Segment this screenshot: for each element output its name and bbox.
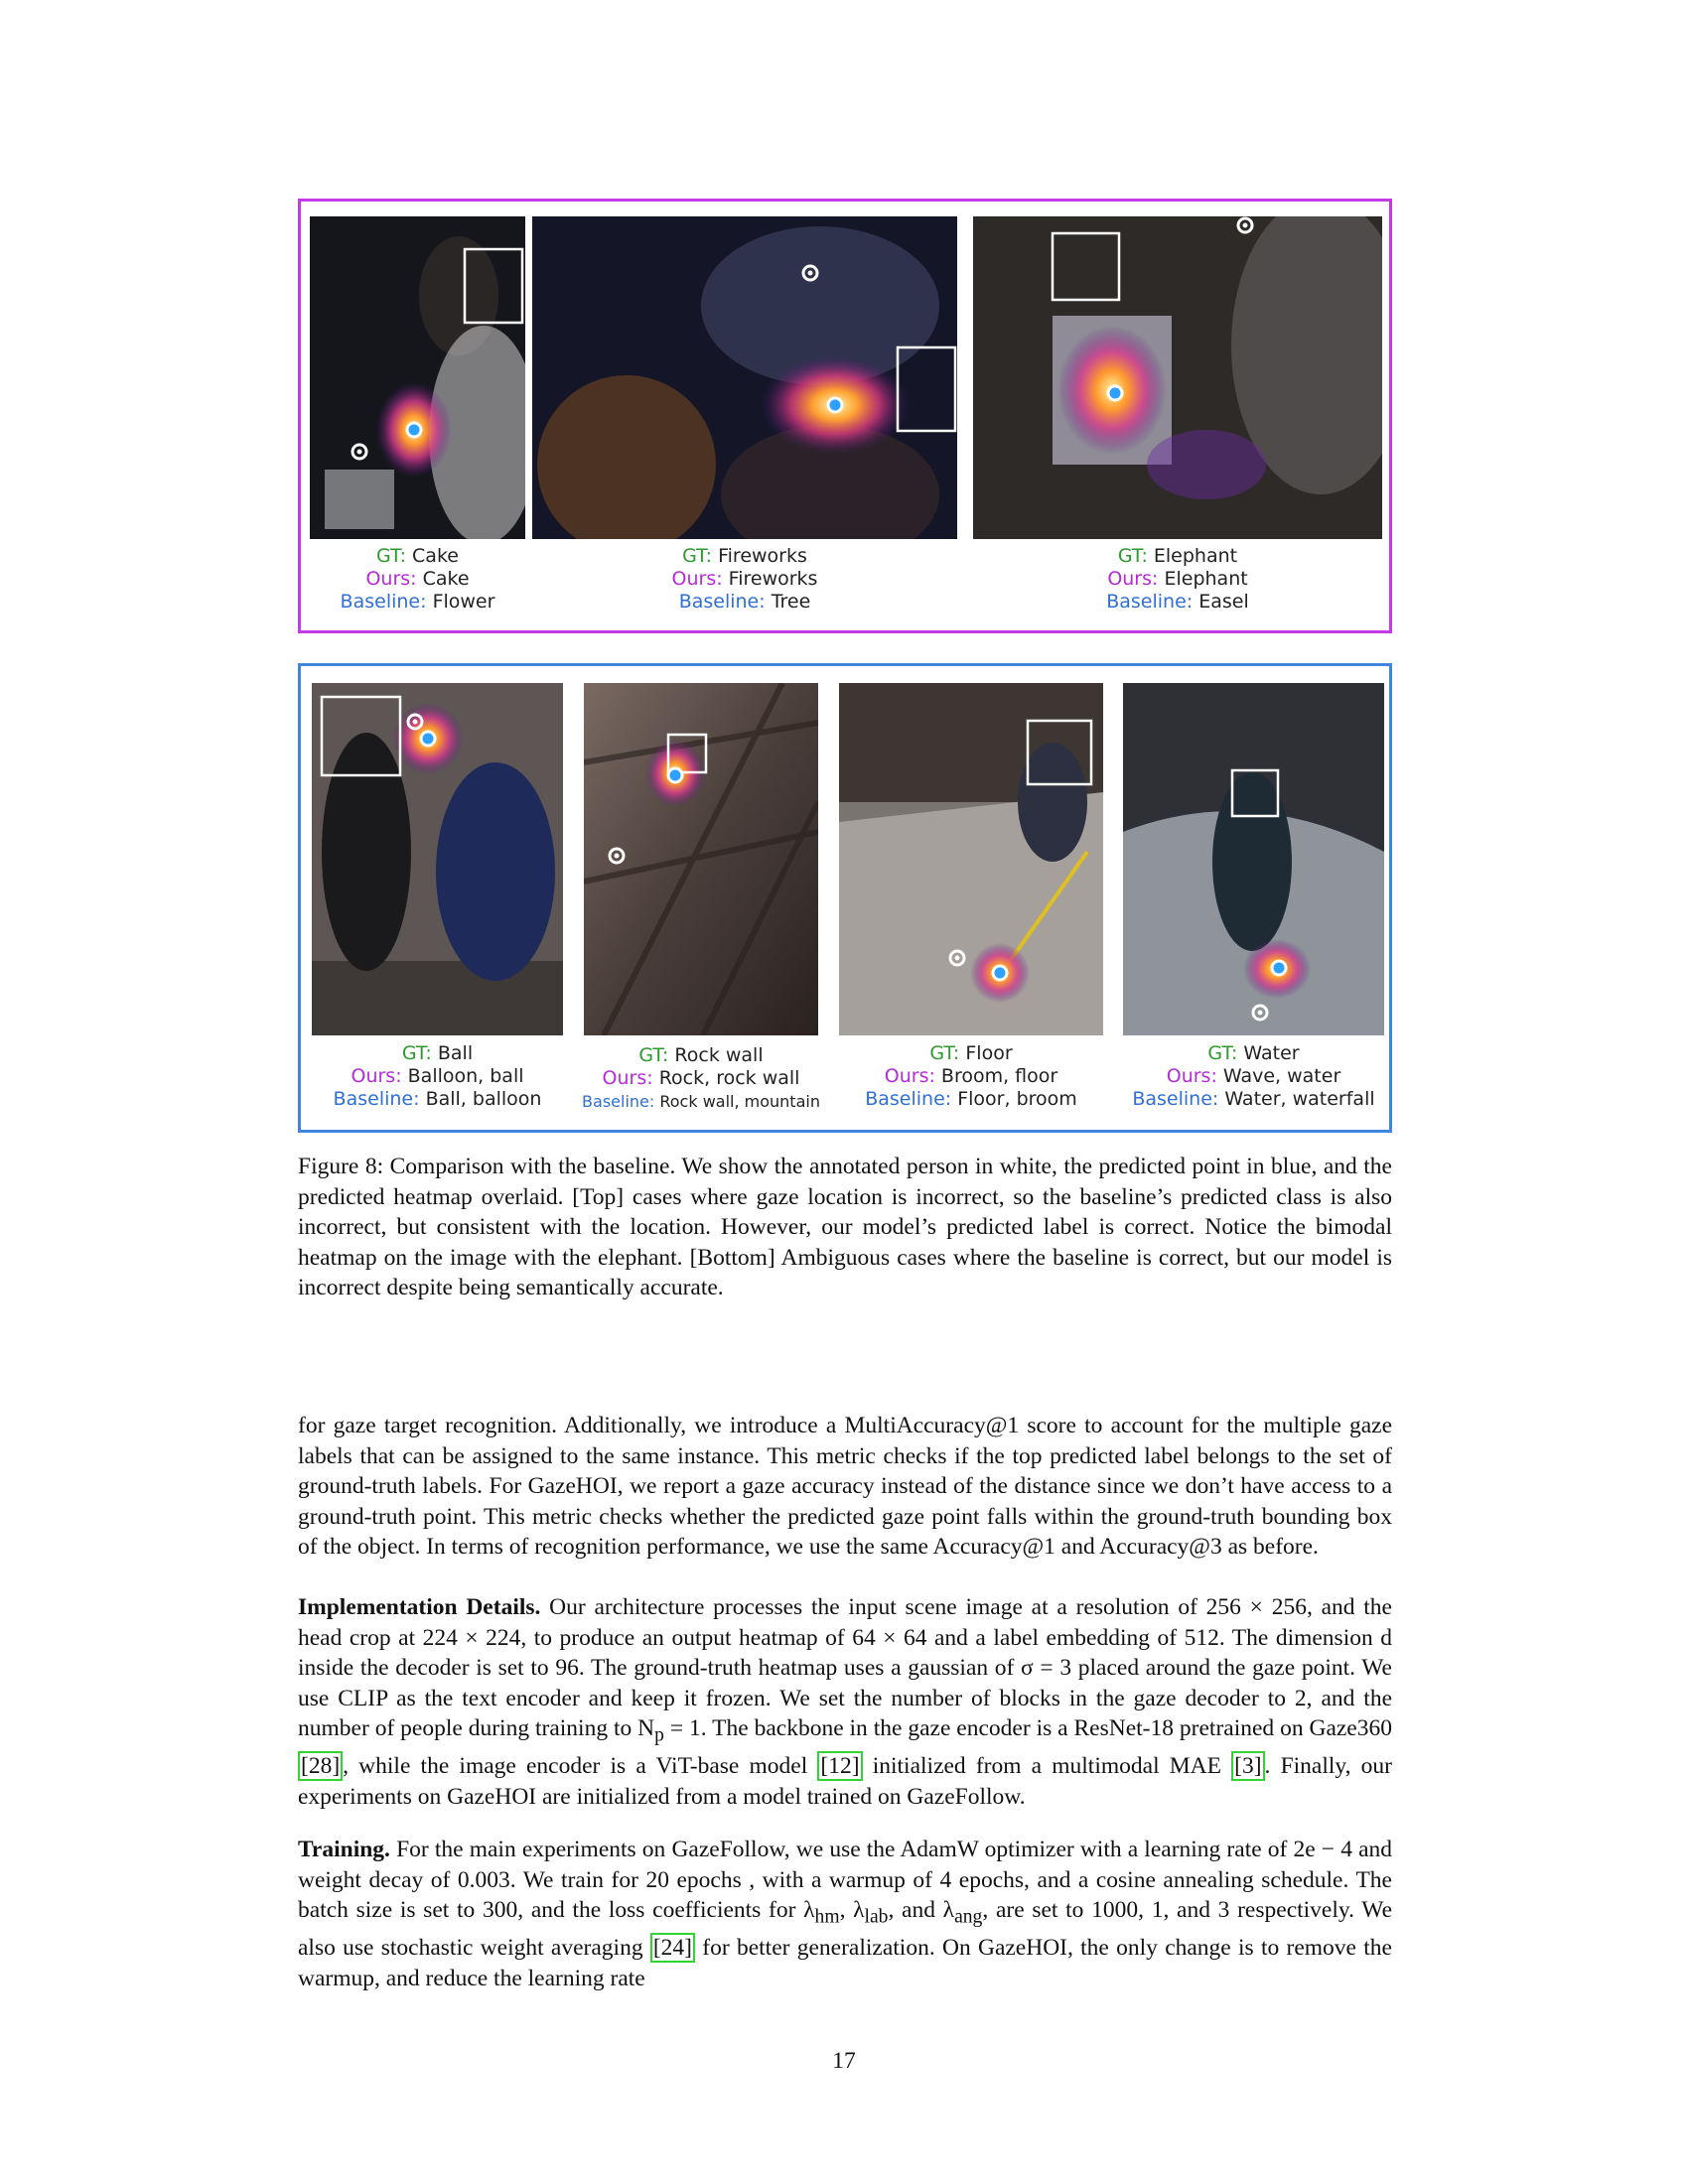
photo-floor <box>839 683 1103 1035</box>
ours-label: Ours: <box>671 568 723 590</box>
baseline-value: Floor, broom <box>957 1088 1077 1110</box>
baseline-label: Baseline: <box>582 1092 655 1111</box>
subscript-hm: hm <box>814 1906 840 1928</box>
ours-label: Ours: <box>602 1067 653 1089</box>
gt-label: GT: <box>682 545 713 567</box>
training-text-c: for better generalization. On GazeHOI, the only change is to remove the warmup, and reduce the learning rate <box>298 1935 1392 1991</box>
subscript-lab: lab <box>864 1906 889 1928</box>
training-sep-1: , λ <box>839 1897 865 1923</box>
implementation-text-e: . Finally, our experiments on GazeHOI are initialized from a model trained on GazeFollow. <box>298 1753 1392 1810</box>
paragraph-metrics-text: for gaze target recognition. Additionally, we introduce a MultiAccuracy@1 score to account for the multiple gaze labels that can be assigned to the same instance. This metric checks if the top predicted label belongs to the set of ground-truth labels. For GazeHOI, we report a gaze accuracy instead of the distance since we don’t have access to a ground-truth point. This metric checks whether the predicted gaze point falls within the ground-truth bounding box of the object. In terms of recognition performance, we use the same Accuracy@1 and Accuracy@3 as before. <box>298 1413 1392 1560</box>
citation-28[interactable]: [28] <box>298 1751 343 1781</box>
gt-label: GT: <box>1207 1042 1238 1064</box>
gt-label: GT: <box>929 1042 960 1064</box>
gt-label: GT: <box>638 1044 669 1066</box>
citation-24[interactable]: [24] <box>650 1933 695 1963</box>
caption-rock-wall <box>571 1044 831 1113</box>
training-heading: Training. <box>298 1837 390 1862</box>
training-text-b: , are set to 1000, 1, and 3 respectively. We also use stochastic weight averaging <box>298 1897 1392 1962</box>
baseline-label: Baseline: <box>1132 1088 1219 1110</box>
baseline-label: Baseline: <box>865 1088 952 1110</box>
gt-label: GT: <box>1117 545 1148 567</box>
caption-elephant <box>973 545 1382 614</box>
gt-value: Fireworks <box>718 545 807 567</box>
baseline-value: Water, waterfall <box>1224 1088 1375 1110</box>
baseline-label: Baseline: <box>678 591 766 613</box>
caption-ball <box>312 1042 563 1111</box>
baseline-value: Tree <box>771 591 811 613</box>
caption-fireworks <box>532 545 957 614</box>
paragraph-training <box>298 1835 1392 1993</box>
subscript-p: p <box>654 1724 664 1746</box>
subscript-ang: ang <box>954 1906 983 1928</box>
ours-value: Elephant <box>1164 568 1248 590</box>
ours-value: Fireworks <box>728 568 818 590</box>
implementation-text-a: Our architecture processes the input scene image at a resolution of 256 × 256, and the head crop at 224 × 224, to produce an output heatmap of 64 × 64 and a label embedding of 512. The dimension d inside the decoder is set to 96. The ground-truth heatmap uses a gaussian of σ = 3 placed around the gaze point. We use CLIP as the text encoder and keep it frozen. We set the number of blocks in the gaze decoder to 2, and the number of people during training to N <box>298 1594 1392 1741</box>
photo-elephant <box>973 216 1382 539</box>
ours-value: Wave, water <box>1222 1065 1341 1087</box>
gt-value: Water <box>1243 1042 1300 1064</box>
ours-label: Ours: <box>1107 568 1159 590</box>
ours-value: Cake <box>422 568 470 590</box>
gt-label: GT: <box>376 545 406 567</box>
baseline-value: Rock wall, mountain <box>659 1092 820 1111</box>
caption-floor <box>839 1042 1103 1111</box>
implementation-text-d: initialized from a multimodal MAE <box>862 1753 1232 1780</box>
gt-value: Ball <box>437 1042 474 1064</box>
citation-3[interactable]: [3] <box>1231 1751 1264 1781</box>
gt-value: Rock wall <box>674 1044 764 1066</box>
photo-cake <box>310 216 525 539</box>
training-text-a: For the main experiments on GazeFollow, we use the AdamW optimizer with a learning rate of 2e − 4 and weight decay of 0.003. We train for 20 epochs , with a warmup of 4 epochs, and a cosine annealing schedule. The batch size is set to 300, and the loss coefficients for λ <box>298 1837 1393 1923</box>
ours-label: Ours: <box>351 1065 402 1087</box>
ours-value: Broom, floor <box>940 1065 1058 1087</box>
baseline-label: Baseline: <box>333 1088 420 1110</box>
baseline-label: Baseline: <box>340 591 427 613</box>
ours-label: Ours: <box>884 1065 935 1087</box>
paragraph-metrics <box>298 1411 1392 1563</box>
training-sep-2: , and λ <box>888 1897 955 1923</box>
page-number: 17 <box>832 2048 856 2074</box>
ours-value: Balloon, ball <box>407 1065 524 1087</box>
figure-caption: Figure 8: Comparison with the baseline. We show the annotated person in white, the predicted point in blue, and the predicted heatmap overlaid. [Top] cases where gaze location is incorrect, so the baseline’s predicted class is also incorrect, but consistent with the location. However, our model’s predicted label is correct. Notice the bimodal heatmap on the image with the elephant. [Bottom] Ambiguous cases where the baseline is correct, but our model is incorrect despite being semantically accurate. <box>298 1154 1392 1300</box>
citation-12[interactable]: [12] <box>817 1751 862 1781</box>
implementation-text-c: , while the image encoder is a ViT-base model <box>343 1753 818 1780</box>
caption-water <box>1123 1042 1384 1111</box>
baseline-value: Flower <box>432 591 495 613</box>
implementation-text-b: = 1. The backbone in the gaze encoder is a ResNet-18 pretrained on Gaze360 <box>663 1715 1392 1741</box>
ours-value: Rock, rock wall <box>658 1067 800 1089</box>
baseline-value: Ball, balloon <box>425 1088 542 1110</box>
photo-fireworks <box>532 216 957 539</box>
ours-label: Ours: <box>365 568 417 590</box>
gt-value: Floor <box>965 1042 1013 1064</box>
caption-cake <box>310 545 525 614</box>
implementation-heading: Implementation Details. <box>298 1594 541 1620</box>
baseline-label: Baseline: <box>1106 591 1194 613</box>
gt-label: GT: <box>401 1042 432 1064</box>
photo-ball <box>312 683 563 1035</box>
photo-rock-wall <box>584 683 818 1035</box>
gt-value: Elephant <box>1153 545 1238 567</box>
paragraph-implementation <box>298 1592 1392 1812</box>
photo-water <box>1123 683 1384 1035</box>
ours-label: Ours: <box>1166 1065 1217 1087</box>
gt-value: Cake <box>412 545 459 567</box>
baseline-value: Easel <box>1198 591 1249 613</box>
